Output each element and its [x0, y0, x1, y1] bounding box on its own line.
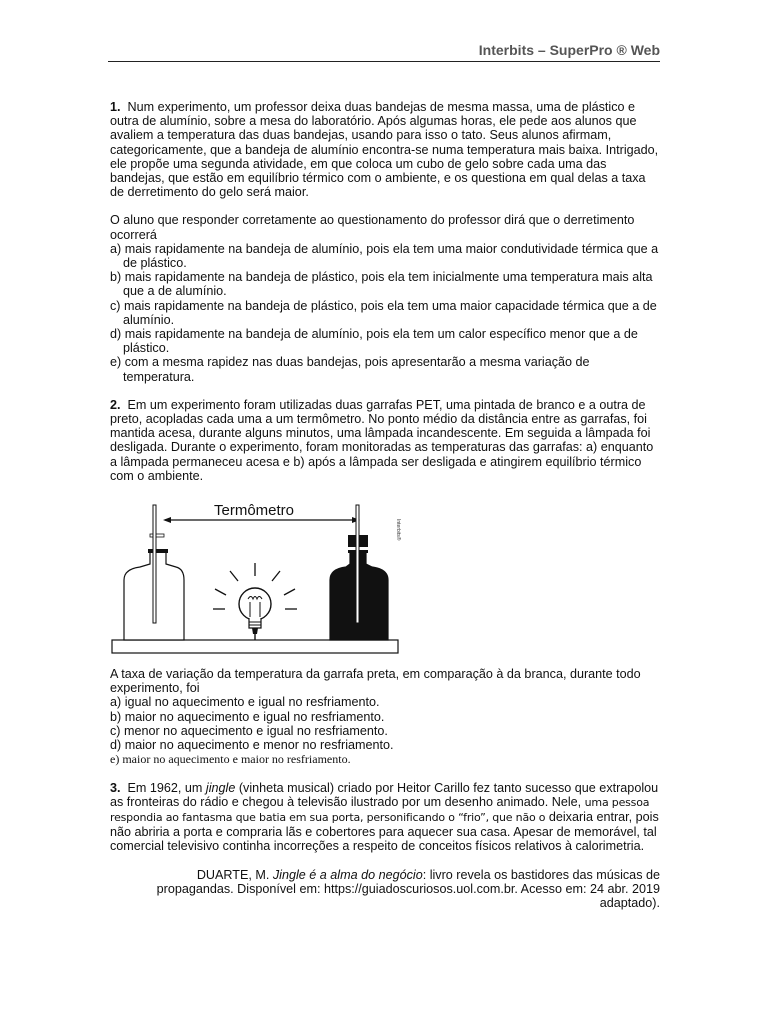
question-1-stem — [110, 100, 660, 199]
question-1-text: Num experimento, um professor deixa duas bandejas de mesma massa, uma de plástico e outra de alumínio, sobre a mesa do laboratório. Após algumas horas, ele pede aos alunos que avaliem a temperatura das duas bandejas, usando para isso o tato. Seus alunos afirmam, categoricamente, que a bandeja de alumínio encontra-se numa temperatura mais baixa. Intrigado, ele propõe uma segunda atividade, em que coloca um cubo de gelo sobre cada uma das bandejas, que estão em equilíbrio térmico com o ambiente, e os questiona em qual delas a taxa de derretimento do gelo será maior. — [110, 100, 659, 200]
figure-credit: Interbits® — [395, 519, 401, 541]
citation-details: : livro revela os bastidores das músicas de propagandas. Disponível em: https://guiadoscuriosos.uol.com.br. Acesso em: 24 abr. 2019 adaptado). — [156, 867, 660, 910]
question-2-option-c: c) menor no aquecimento e igual no resfriamento. — [110, 723, 388, 738]
question-1-option-b: b) mais rapidamente na bandeja de plástico, pois ela tem inicialmente uma temperatura mais alta que a de alumínio. — [110, 270, 653, 299]
question-3-text-2: (vinheta musical) criado por Heitor Carillo fez tanto sucesso que extrapolou as fronteiras do rádio e chegou à televisão ilustrado por um desenho animado. Nele, — [110, 780, 659, 809]
question-1-number: 1. — [110, 100, 121, 114]
black-bottle-thermometer — [356, 505, 359, 623]
header-rule — [108, 61, 660, 62]
citation-title: Jingle é a alma do negócio — [272, 867, 423, 882]
experiment-illustration — [110, 497, 410, 657]
question-3-number: 3. — [110, 780, 121, 795]
white-bottle-thermometer — [153, 505, 156, 623]
base-board — [112, 640, 398, 653]
question-3-stem — [110, 781, 660, 854]
page-header-title: Interbits – SuperPro ® Web — [478, 42, 660, 58]
question-2-prompt: A taxa de variação da temperatura da garrafa preta, em comparação à da branca, durante todo experimento, foi — [110, 667, 641, 696]
question-1-prompt: O aluno que responder corretamente ao questionamento do professor dirá que o derretimento ocorrerá — [110, 213, 635, 242]
question-2-text: Em um experimento foram utilizadas duas garrafas PET, uma pintada de branco e a outra de preto, acopladas cada uma a um termômetro. No ponto médio da distância entre as garrafas, foi mantida acesa, durante alguns minutos, uma lâmpada incandescente. Em seguida a lâmpada foi desligada. Durante o experimento, foram monitoradas as temperaturas das garrafas: a) enquanto a lâmpada permaneceu acesa e b) após a lâmpada ser desligada e atingirem equilíbrio térmico com o ambiente. — [110, 397, 654, 483]
document-body — [110, 100, 660, 910]
question-3-text-4: deixaria entrar, pois não abriria a porta e compraria lãs e cobertores para aquecer sua casa. Apesar de memorável, tal comercial televisivo continha incorreções a respeito de conceitos físicos relativos à calorimetria. — [110, 809, 659, 854]
lamp — [213, 563, 297, 640]
question-1-option-e: e) com a mesma rapidez nas duas bandejas, pois apresentarão a mesma variação de temperatura. — [110, 355, 590, 384]
question-2-option-b: b) maior no aquecimento e igual no resfriamento. — [110, 709, 385, 724]
question-1-option-d: d) mais rapidamente na bandeja de alumínio, pois ela tem um calor específico menor que a de plástico. — [110, 327, 638, 356]
arrow-left-head — [163, 517, 171, 523]
thermometer-experiment-figure — [110, 497, 410, 657]
question-1-option-a: a) mais rapidamente na bandeja de alumínio, pois ela tem uma maior condutividade térmica que a de plástico. — [110, 241, 659, 271]
question-2-stem — [110, 398, 660, 483]
question-3-text-1: Em 1962, um — [127, 780, 206, 795]
thermometer-label: Termômetro — [214, 502, 295, 520]
question-3-text-3: uma pessoa respondia ao fantasma que batia em sua porta, personificando o “frio”, que não o — [110, 795, 650, 824]
question-2-option-e: e) maior no aquecimento e maior no resfriamento. — [110, 752, 351, 767]
question-3-jingle: jingle — [205, 780, 236, 795]
question-2-number: 2. — [110, 397, 121, 412]
citation-author: DUARTE, M. — [196, 867, 273, 882]
question-2-option-d: d) maior no aquecimento e menor no resfriamento. — [110, 738, 394, 753]
question-3-citation — [110, 868, 660, 911]
question-1-option-c: c) mais rapidamente na bandeja de plástico, pois ela tem uma maior capacidade térmica que a de alumínio. — [110, 298, 657, 327]
question-2-option-a: a) igual no aquecimento e igual no resfriamento. — [110, 695, 380, 710]
